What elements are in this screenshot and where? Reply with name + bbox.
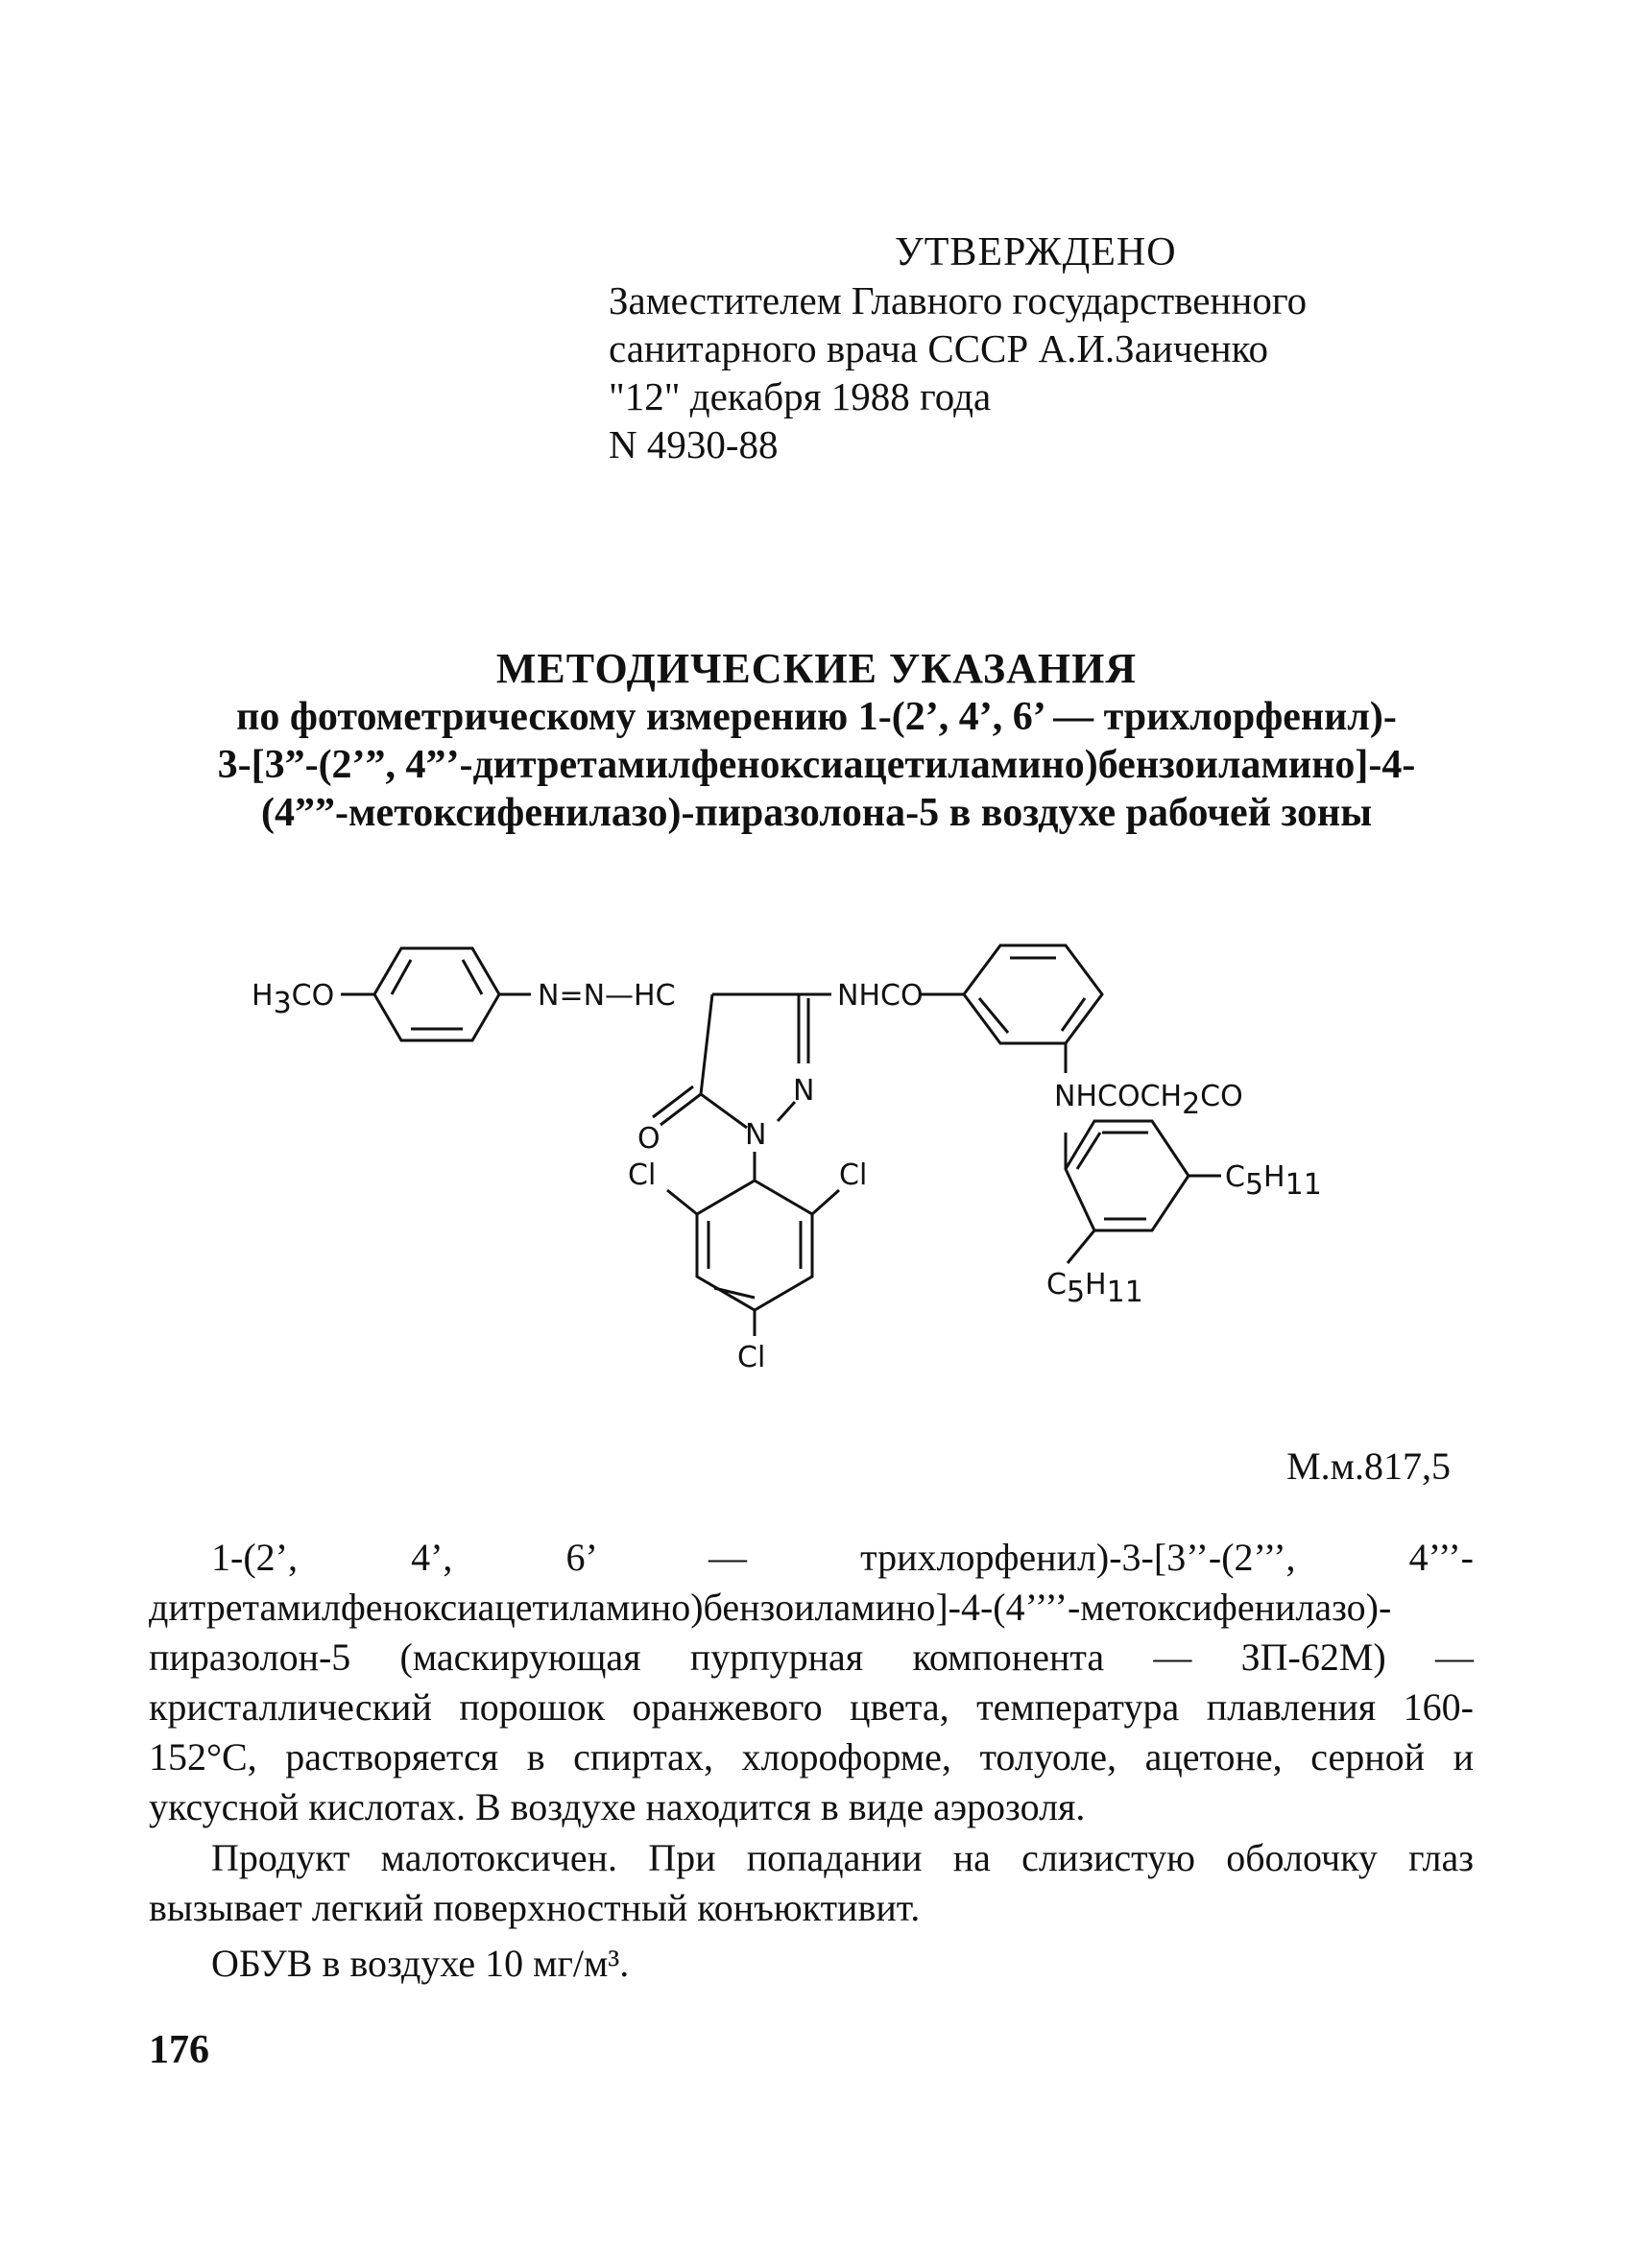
molecular-mass: М.м.817,5 [1286, 1444, 1451, 1488]
toxicity-paragraph: Продукт малотоксичен. При попадании на слизистую оболочку глаз вызывает легкий поверхностный конъюктивит. [149, 1836, 1474, 1929]
approval-line-1: Заместителем Главного государственного [609, 278, 1308, 322]
formula-ring-n-upper: N [793, 1074, 815, 1108]
structural-formula [0, 921, 1633, 1382]
formula-methoxy: H3CO [252, 979, 335, 1020]
approval-line-2: санитарного врача СССР А.И.Заиченко [609, 326, 1268, 370]
formula-cl-right: Cl [839, 1158, 868, 1192]
formula-nhco: NHCO [837, 979, 924, 1013]
formula-c5h11-right: C5H11 [1225, 1160, 1322, 1202]
formula-azo-group: N=N—HC [538, 979, 676, 1013]
title-line-1: по фотометрическому измерению 1-(2’, 4’, 6’ — трихлорфенил)- [236, 695, 1397, 739]
approval-number: N 4930-88 [609, 422, 779, 466]
description-paragraph: 1-(2’, 4’, 6’ — трихлорфенил)-3-[3’’-(2’’’, 4’’’-дитретамилфеноксиацетиламино)бензоиламино]-4-(4’’’’-метоксифенилазо)-пиразолон-5 (маскирующая пурпурная компонента — ЗП-62М) — кристаллический порошок оранжевого цвета, температура плавления 160-152°С, растворяется в спиртах, хлороформе, толуоле, ацетоне, серной и уксусной кислотах. В воздухе находится в виде аэрозоля. [149, 1536, 1474, 1828]
document-title [144, 645, 1489, 837]
approval-block [609, 228, 1396, 468]
formula-oxygen: O [637, 1122, 660, 1156]
page-number: 176 [149, 2028, 209, 2072]
formula-cl-bottom: Cl [737, 1341, 766, 1374]
approval-heading: УТВЕРЖДЕНО [895, 230, 1177, 275]
title-line-2: 3-[3”-(2’”, 4”’-дитретамилфеноксиацетиламино)бензоиламино]-4- [217, 743, 1416, 787]
limit-value-paragraph: ОБУВ в воздухе 10 мг/м³. [211, 1942, 630, 1985]
formula-side-chain: NHCOCH2CO [1054, 1080, 1243, 1121]
formula-c5h11-bottom: C5H11 [1046, 1268, 1143, 1309]
formula-ring-n-lower: N [745, 1118, 767, 1152]
approval-date: "12" декабря 1988 года [609, 374, 992, 418]
formula-cl-left: Cl [628, 1158, 657, 1192]
title-line-3: (4””-метоксифенилазо)-пиразолона-5 в воздухе рабочей зоны [260, 791, 1373, 835]
title-main: МЕТОДИЧЕСКИЕ УКАЗАНИЯ [495, 645, 1138, 692]
